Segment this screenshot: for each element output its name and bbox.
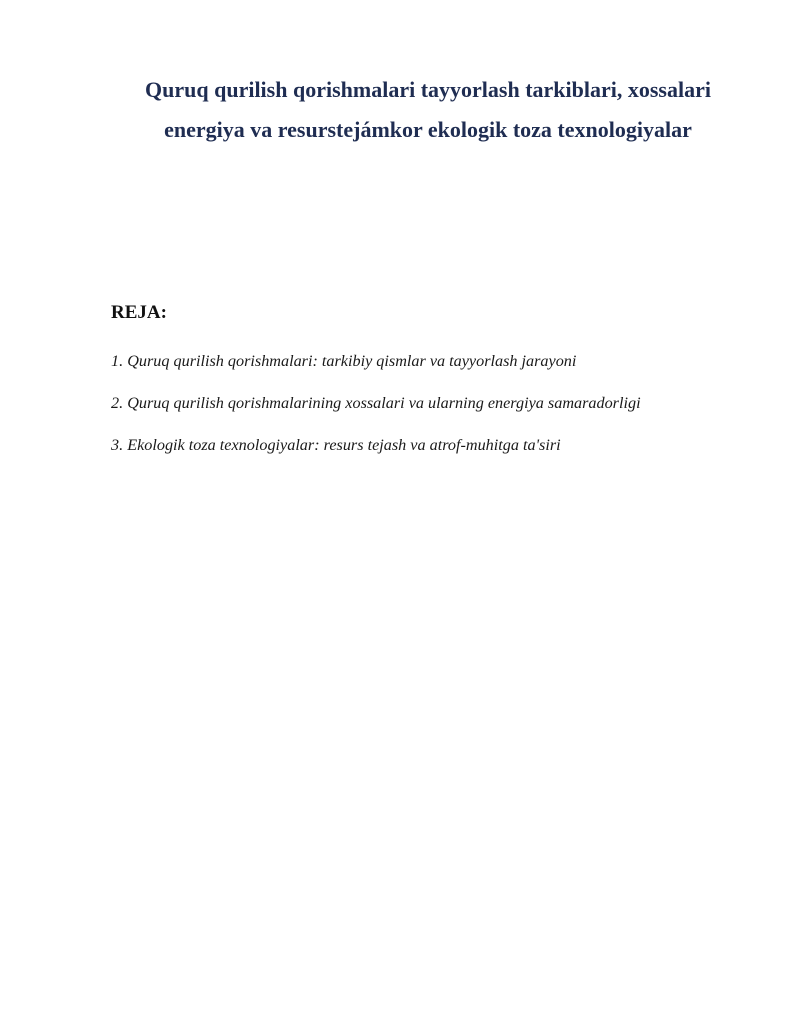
plan-heading: REJA: <box>111 302 167 323</box>
plan-item-2: 2. Quruq qurilish qorishmalarining xossalari va ularning energiya samaradorligi <box>111 394 641 412</box>
title-line-1: Quruq qurilish qorishmalari tayyorlash tarkiblari, xossalari <box>145 77 711 102</box>
plan-item-1: 1. Quruq qurilish qorishmalari: tarkibiy qismlar va tayyorlash jarayoni <box>111 352 577 370</box>
plan-item-3: 3. Ekologik toza texnologiyalar: resurs tejash va atrof-muhitga ta'siri <box>111 436 561 454</box>
plan-list <box>111 346 641 472</box>
document-title <box>60 70 796 150</box>
title-line-2: energiya va resurstejámkor ekologik toza texnologiyalar <box>164 117 692 142</box>
